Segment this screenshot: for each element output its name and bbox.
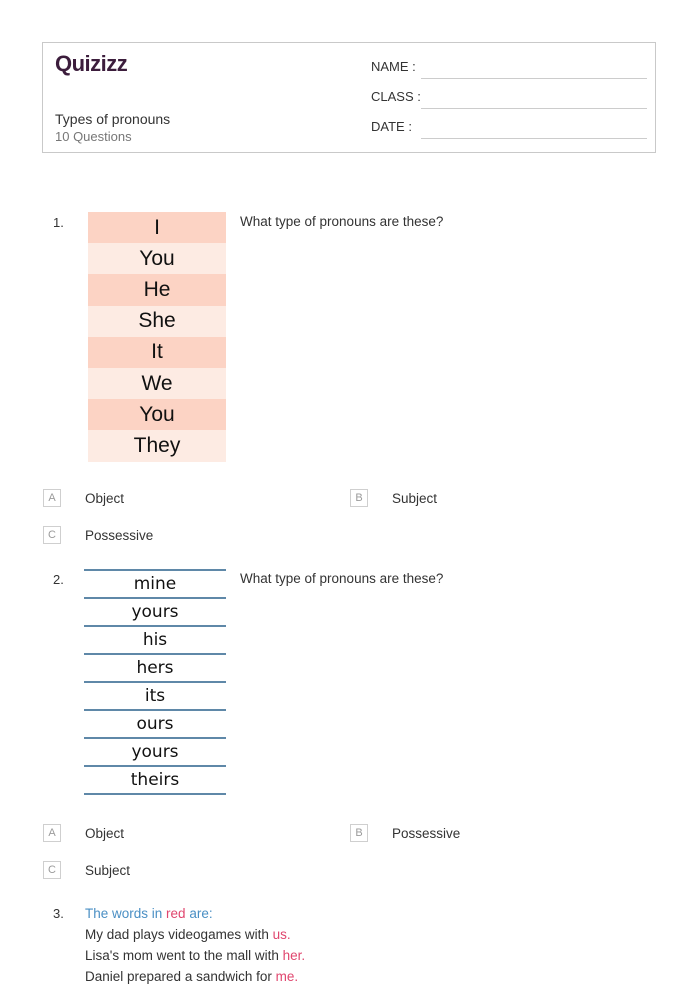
intro-red-word: red xyxy=(166,906,186,921)
worksheet-title: Types of pronouns xyxy=(55,111,171,127)
sentence-text: Lisa's mom went to the mall with xyxy=(85,948,283,963)
date-field[interactable] xyxy=(371,119,647,139)
pronoun-row: theirs xyxy=(84,767,226,795)
question-3-sentence xyxy=(85,927,291,942)
intro-text-start: The words in xyxy=(85,906,167,921)
option-letter-box[interactable]: C xyxy=(43,861,61,879)
option-letter-box[interactable]: A xyxy=(43,489,61,507)
possessive-pronoun-table xyxy=(84,569,226,795)
name-line[interactable] xyxy=(421,78,647,79)
pronoun-row: ours xyxy=(84,711,226,739)
option-text: Subject xyxy=(85,863,131,878)
question-3-number: 3. xyxy=(53,906,64,921)
pronoun-row: I xyxy=(88,212,226,243)
date-line[interactable] xyxy=(421,138,647,139)
class-label: CLASS : xyxy=(371,89,421,104)
pronoun-row: We xyxy=(88,368,226,399)
highlighted-pronoun: us. xyxy=(272,927,291,942)
intro-text-end: are: xyxy=(185,906,213,921)
question-3-sentence xyxy=(85,969,298,984)
pronoun-row: She xyxy=(88,306,226,337)
class-line[interactable] xyxy=(421,108,647,109)
pronoun-row: You xyxy=(88,399,226,430)
question-1-number: 1. xyxy=(53,215,64,230)
sentence-text: Daniel prepared a sandwich for xyxy=(85,969,276,984)
highlighted-pronoun: me. xyxy=(275,969,299,984)
pronoun-row: He xyxy=(88,274,226,305)
question-3-sentence xyxy=(85,948,305,963)
pronoun-row: its xyxy=(84,683,226,711)
option-text: Object xyxy=(85,826,125,841)
name-field[interactable] xyxy=(371,59,647,79)
pronoun-row: They xyxy=(88,430,226,461)
option-letter-box[interactable]: A xyxy=(43,824,61,842)
option-text: Possessive xyxy=(392,826,461,841)
option-text: Subject xyxy=(392,491,438,506)
quizizz-logo: Quizizz xyxy=(55,51,128,76)
option-letter-box[interactable]: C xyxy=(43,526,61,544)
question-3-intro xyxy=(85,906,213,921)
pronoun-row: mine xyxy=(84,571,226,599)
pronoun-row: yours xyxy=(84,599,226,627)
option-letter-box[interactable]: B xyxy=(350,824,368,842)
option-text: Possessive xyxy=(85,528,154,543)
class-field[interactable] xyxy=(371,89,647,109)
sentence-text: My dad plays videogames with xyxy=(85,927,273,942)
pronoun-row: hers xyxy=(84,655,226,683)
question-count: 10 Questions xyxy=(55,129,132,144)
question-2-number: 2. xyxy=(53,572,64,587)
question-1-text: What type of pronouns are these? xyxy=(240,214,444,229)
subject-pronoun-table xyxy=(88,212,226,462)
option-text: Object xyxy=(85,491,125,506)
pronoun-row: It xyxy=(88,337,226,368)
highlighted-pronoun: her. xyxy=(282,948,306,963)
worksheet-header xyxy=(42,42,656,153)
pronoun-row: You xyxy=(88,243,226,274)
name-label: NAME : xyxy=(371,59,416,74)
date-label: DATE : xyxy=(371,119,412,134)
question-2-text: What type of pronouns are these? xyxy=(240,571,444,586)
pronoun-row: yours xyxy=(84,739,226,767)
pronoun-row: his xyxy=(84,627,226,655)
option-letter-box[interactable]: B xyxy=(350,489,368,507)
